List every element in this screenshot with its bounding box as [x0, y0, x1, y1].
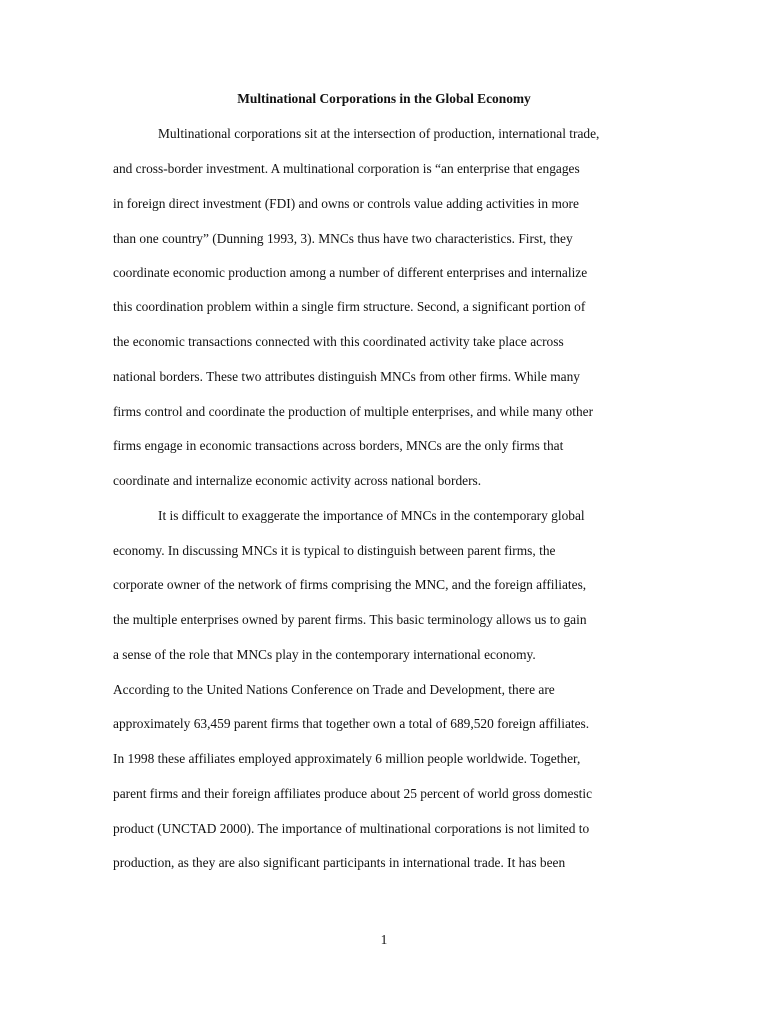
text-line: firms control and coordinate the production of multiple enterprises, and while many other — [113, 404, 594, 419]
text-line: than one country” (Dunning 1993, 3). MNCs thus have two characteristics. First, they — [113, 231, 573, 246]
text-line: In 1998 these affiliates employed approximately 6 million people worldwide. Together, — [113, 751, 581, 766]
text-line: national borders. These two attributes distinguish MNCs from other firms. While many — [113, 369, 580, 384]
text-line: in foreign direct investment (FDI) and owns or controls value adding activities in more — [113, 196, 579, 211]
text-line: Multinational corporations sit at the intersection of production, international trade, — [158, 126, 600, 141]
text-line: According to the United Nations Conference on Trade and Development, there are — [113, 682, 555, 697]
text-line: parent firms and their foreign affiliates produce about 25 percent of world gross domestic — [113, 786, 593, 801]
text-line: production, as they are also significant participants in international trade. It has been — [113, 855, 566, 870]
page-number: 1 — [380, 932, 388, 947]
document-title: Multinational Corporations in the Global Economy — [237, 91, 531, 106]
text-line: It is difficult to exaggerate the importance of MNCs in the contemporary global — [158, 508, 585, 523]
text-line: the economic transactions connected with this coordinated activity take place across — [113, 334, 564, 349]
text-line: firms engage in economic transactions across borders, MNCs are the only firms that — [113, 438, 564, 453]
text-line: corporate owner of the network of firms comprising the MNC, and the foreign affiliates, — [113, 577, 587, 592]
text-line: coordinate and internalize economic activity across national borders. — [113, 473, 482, 488]
text-line: the multiple enterprises owned by parent firms. This basic terminology allows us to gain — [113, 612, 587, 627]
text-line: product (UNCTAD 2000). The importance of multinational corporations is not limited to — [113, 821, 590, 836]
text-line: coordinate economic production among a number of different enterprises and internalize — [113, 265, 588, 280]
text-line: economy. In discussing MNCs it is typical to distinguish between parent firms, the — [113, 543, 556, 558]
text-line: approximately 63,459 parent firms that together own a total of 689,520 foreign affiliates. — [113, 716, 590, 731]
text-line: a sense of the role that MNCs play in the contemporary international economy. — [113, 647, 536, 662]
text-line: and cross-border investment. A multinational corporation is “an enterprise that engages — [113, 161, 580, 176]
text-line: this coordination problem within a single firm structure. Second, a significant portion of — [113, 299, 586, 314]
